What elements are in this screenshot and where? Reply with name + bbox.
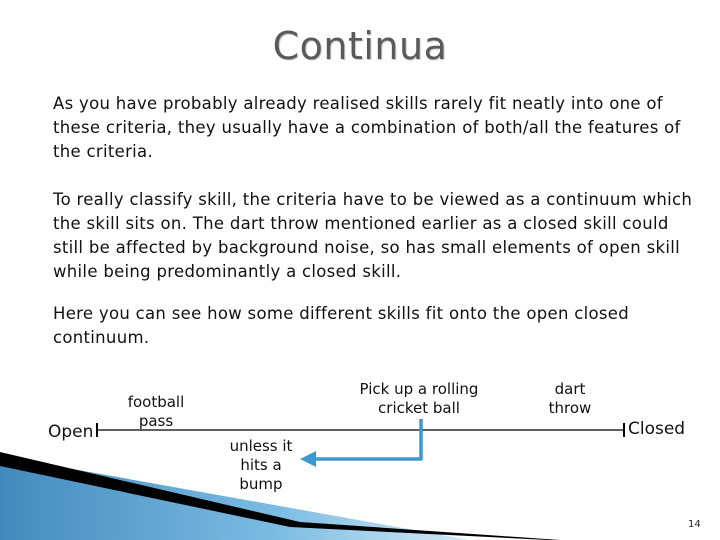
pickup-arrow-head [300, 451, 316, 467]
skill-pickup-ball: Pick up a rolling cricket ball [359, 380, 479, 417]
label-closed: Closed [628, 419, 686, 439]
skill-dart-throw: dart throw [548, 380, 592, 417]
pickup-arrow [312, 419, 421, 459]
paragraph-example: Here you can see how some different skills fit onto the open closed continuum. [53, 304, 630, 347]
page-title: Continua [272, 24, 448, 68]
page-number: 14 [688, 519, 701, 530]
label-open: Open [48, 422, 94, 442]
paragraph-intro: As you have probably already realised skills rarely fit neatly into one of these criteria, they usually have a combination of both/all the features of the criteria. [53, 94, 681, 161]
skill-football-pass: football pass [127, 393, 185, 430]
note-unless-bump: unless it hits a bump [229, 437, 293, 493]
paragraph-continuum: To really classify skill, the criteria have to be viewed as a continuum which the skill sits on. The dart throw mentioned earlier as a closed skill could still be affected by background noise, so has small elements of open skill while being predominantly a closed skill. [53, 190, 693, 281]
